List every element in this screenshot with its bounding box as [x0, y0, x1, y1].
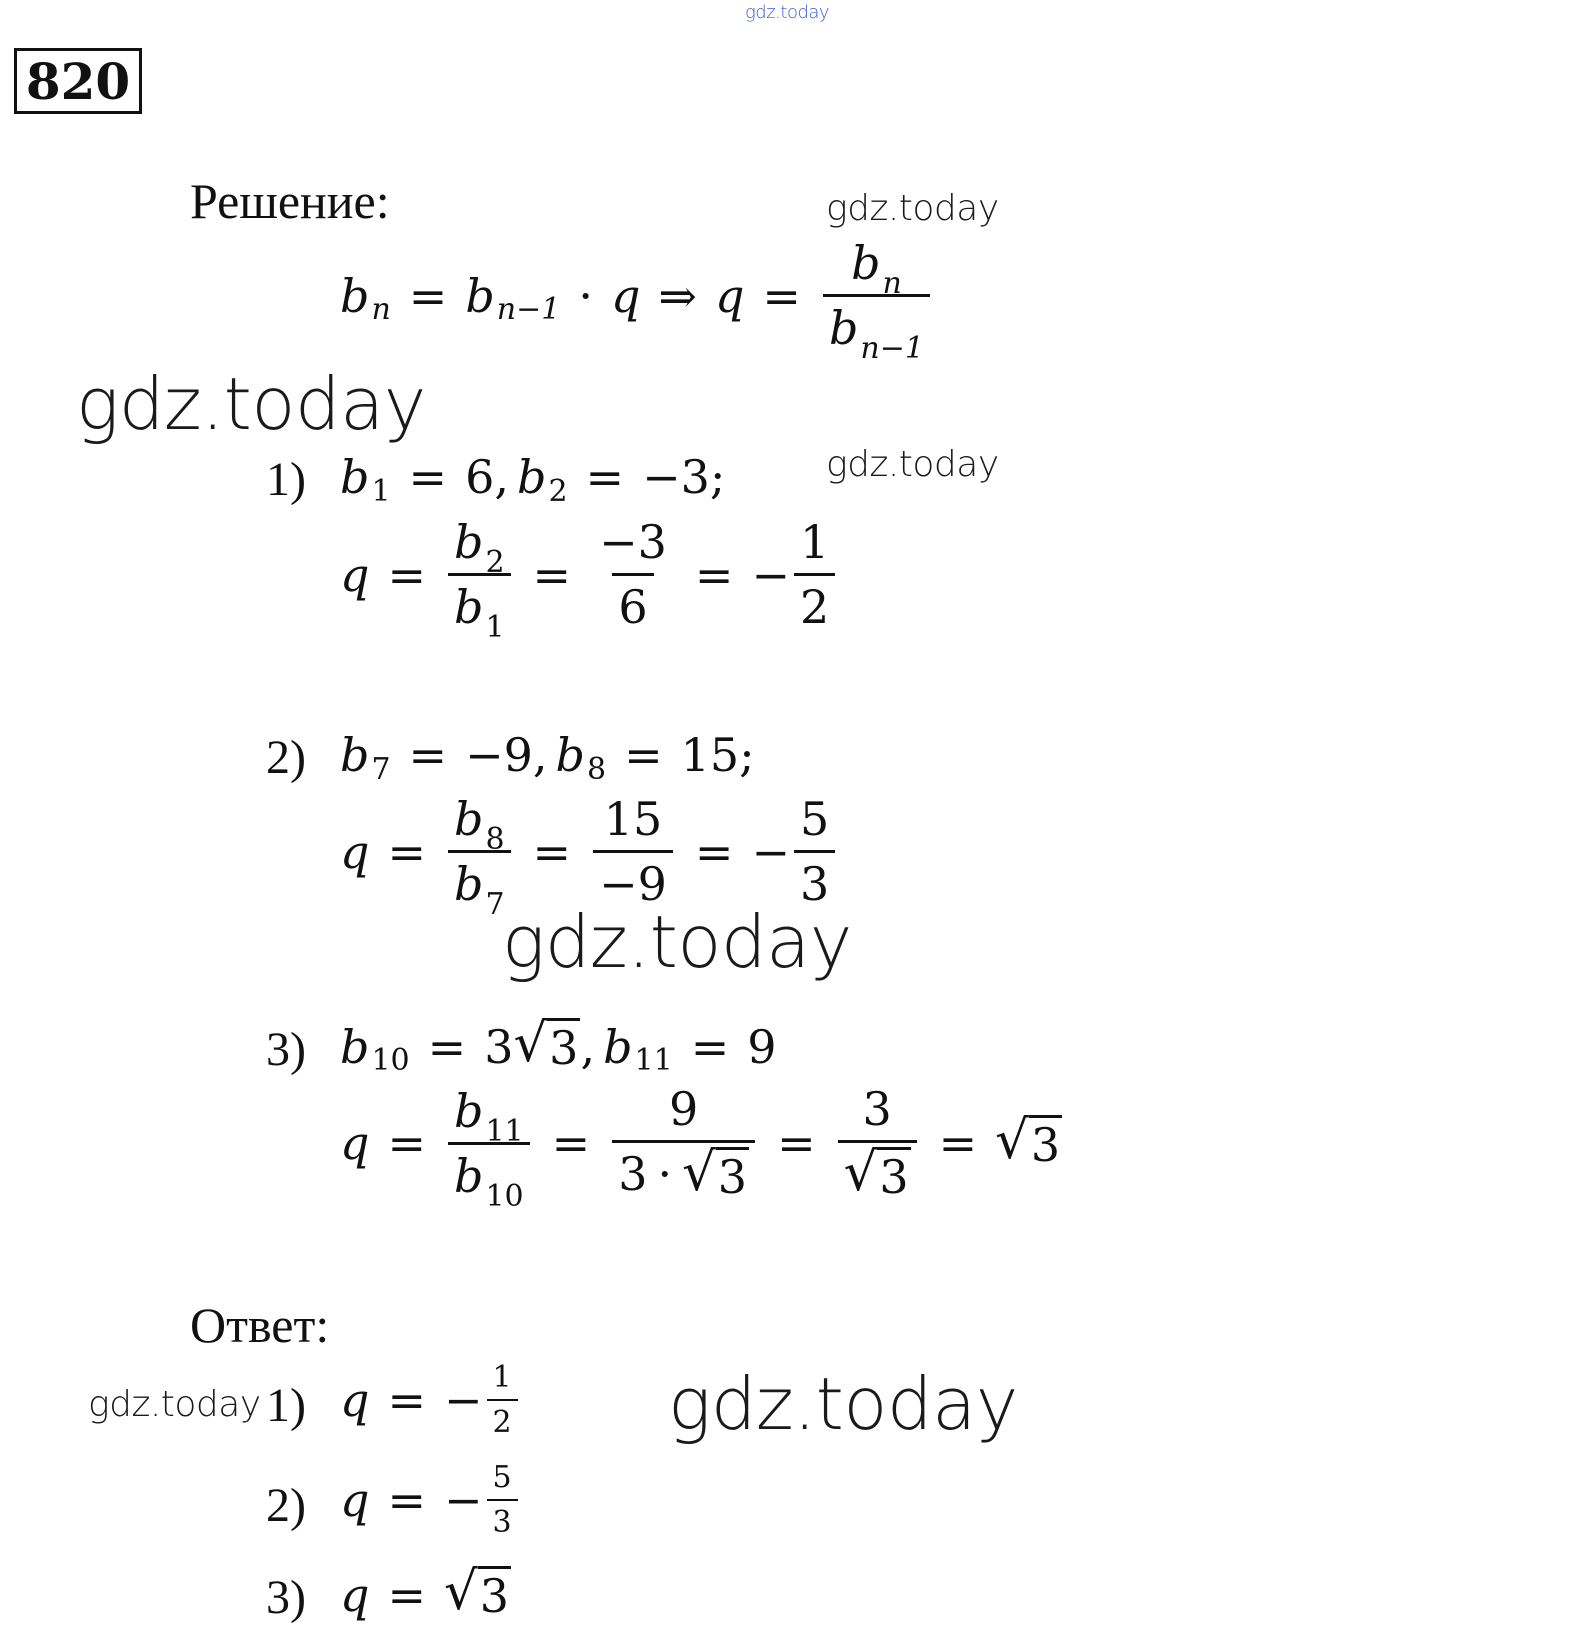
fraction: $\frac{b_2}{b_1}$	[448, 515, 511, 634]
watermark: gdz.today	[826, 188, 999, 229]
part3-given: b 10 = 3 √ 3 , b 11 = 9	[340, 1013, 777, 1078]
square-root: √ 3	[513, 1013, 579, 1075]
task-number: 820	[14, 48, 142, 114]
part2-computation: q = $\frac{b_8}{b_7}$ = $\frac{15}{-9}$ = − $\frac{5}{3}$	[340, 792, 839, 911]
fraction: $\frac{-3}{6}$	[599, 515, 667, 634]
solution-heading: Решение:	[190, 173, 390, 229]
fraction: 3 √ 3	[838, 1082, 917, 1204]
square-root: √ 3	[682, 1142, 748, 1204]
watermark: gdz.today	[502, 900, 852, 984]
part1-computation: q = $\frac{b_2}{b_1}$ = $\frac{-3}{6}$ = − $\frac{1}{2}$	[340, 515, 839, 634]
watermark: gdz.today	[826, 444, 999, 485]
answer-label: 2)	[266, 1479, 306, 1532]
answer-2: q = − $\frac{5}{3}$	[340, 1460, 522, 1540]
watermark: gdz.today	[76, 362, 426, 446]
part2-given: b 7 = −9, b 8 = 15;	[340, 728, 755, 787]
fraction: $\frac{1}{2}$	[794, 515, 835, 634]
fraction: $\frac{b_8}{b_7}$	[448, 792, 511, 911]
square-root: √ 3	[995, 1109, 1061, 1172]
fraction: $\frac{b_n}{b_{n-1}}$	[823, 236, 930, 355]
watermark-top: gdz.today	[745, 2, 830, 23]
answer-label: 1)	[266, 1379, 306, 1432]
fraction: $\frac{b_{11}}{b_{10}}$	[448, 1084, 530, 1203]
fraction: $\frac{15}{-9}$	[593, 792, 673, 911]
part-label: 3)	[266, 1023, 306, 1076]
part1-given: b 1 = 6, b 2 = −3;	[340, 450, 726, 509]
part-label: 2)	[266, 731, 306, 784]
watermark: gdz.today	[88, 1384, 261, 1425]
fraction: $\frac{5}{3}$	[487, 1460, 518, 1540]
part-label: 1)	[266, 453, 306, 506]
square-root: √ 3	[843, 1142, 909, 1204]
answer-1: q = − $\frac{1}{2}$	[340, 1360, 522, 1440]
fraction: 9 3 · √ 3	[612, 1082, 755, 1204]
answer-heading: Ответ:	[190, 1297, 330, 1353]
part3-computation: q = $\frac{b_{11}}{b_{10}}$ = 9 3 · √ 3 = 3 √ 3 = √ 3	[340, 1082, 1061, 1214]
square-root: √ 3	[444, 1561, 509, 1623]
fraction: $\frac{1}{2}$	[487, 1360, 518, 1440]
general-formula: b n = b n−1 · q ⇒ q = $\frac{b_n}{b_{n-1}}$	[340, 236, 934, 355]
answer-label: 3)	[266, 1571, 306, 1624]
fraction: $\frac{5}{3}$	[794, 792, 835, 911]
watermark: gdz.today	[668, 1362, 1018, 1446]
answer-3: q = √ 3	[340, 1561, 509, 1623]
